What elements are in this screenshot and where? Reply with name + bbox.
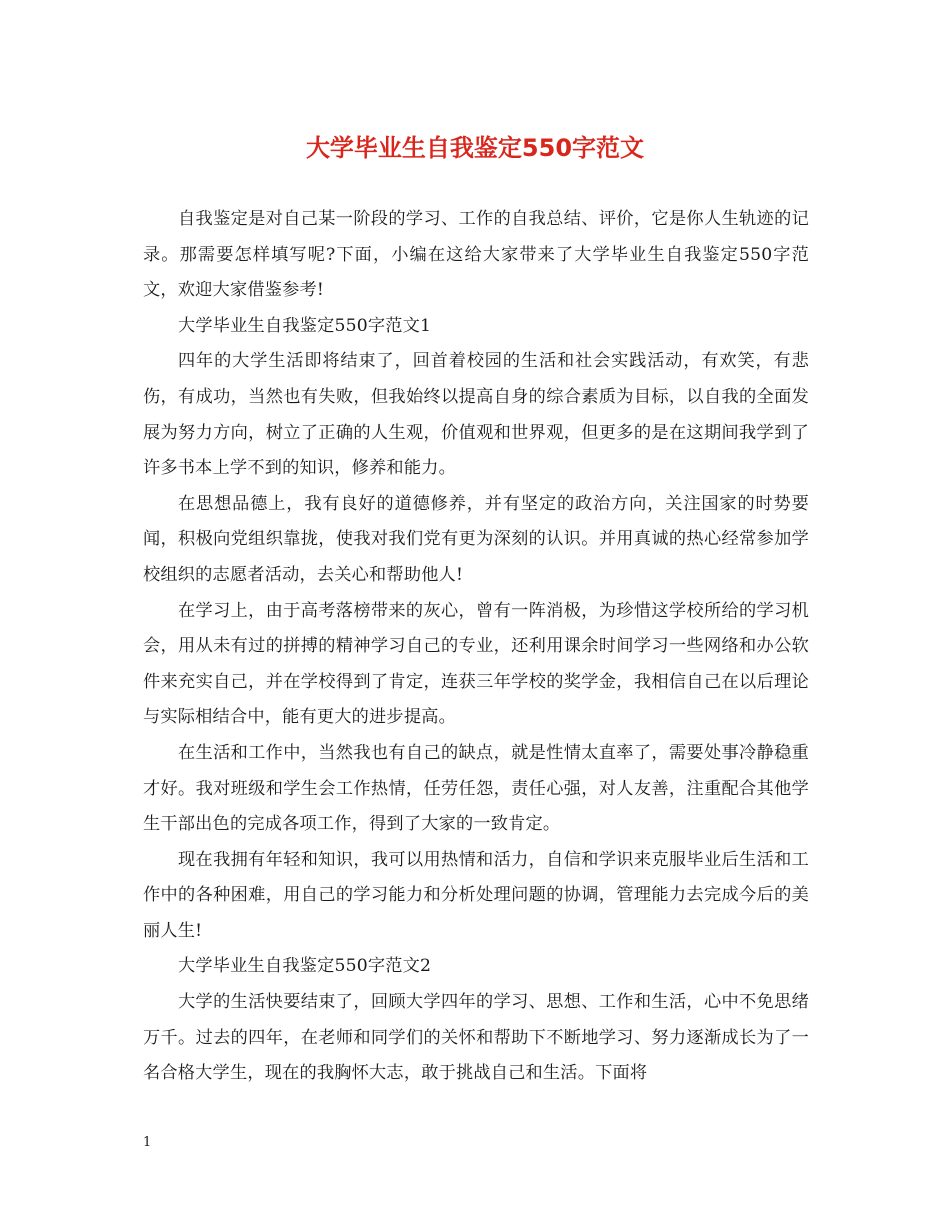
intro-paragraph: 自我鉴定是对自己某一阶段的学习、工作的自我总结、评价，它是你人生轨迹的记录。那需要怎样填写呢?下面，小编在这给大家带来了大学毕业生自我鉴定550字范文，欢迎大家借鉴参考! bbox=[143, 209, 809, 301]
page-number: 1 bbox=[143, 1135, 152, 1150]
paragraph: 在生活和工作中，当然我也有自己的缺点，就是性情太直率了，需要处事冷静稳重才好。我对班级和学生会工作热情，任劳任怨，责任心强，对人友善，注重配合其他学生干部出色的完成各项工作，得到了大家的一致肯定。 bbox=[143, 742, 809, 835]
section-heading-2: 大学毕业生自我鉴定550字范文2 bbox=[178, 956, 432, 977]
paragraph: 大学的生活快要结束了，回顾大学四年的学习、思想、工作和生活，心中不免思绪万千。过去的四年，在老师和同学们的关怀和帮助下不断地学习、努力逐渐成长为了一名合格大学生，现在的我胸怀大志，敢于挑战自己和生活。下面将 bbox=[143, 992, 809, 1084]
document-body bbox=[143, 202, 809, 1092]
paragraph: 现在我拥有年轻和知识，我可以用热情和活力，自信和学识来克服毕业后生活和工作中的各种困难，用自己的学习能力和分析处理问题的协调，管理能力去完成今后的美丽人生! bbox=[143, 849, 809, 941]
paragraph: 在思想品德上，我有良好的道德修养，并有坚定的政治方向，关注国家的时势要闻，积极向党组织靠拢，使我对我们党有更为深刻的认识。并用真诚的热心经常参加学校组织的志愿者活动，去关心和帮助他人! bbox=[143, 493, 809, 585]
paragraph: 四年的大学生活即将结束了，回首着校园的生活和社会实践活动，有欢笑，有悲伤，有成功，当然也有失败，但我始终以提高自身的综合素质为目标，以自我的全面发展为努力方向，树立了正确的人生观，价值观和世界观，但更多的是在这期间我学到了许多书本上学不到的知识，修养和能力。 bbox=[143, 351, 809, 479]
page-title: 大学毕业生自我鉴定550字范文 bbox=[305, 134, 645, 162]
section-heading-1: 大学毕业生自我鉴定550字范文1 bbox=[178, 315, 432, 336]
paragraph: 在学习上，由于高考落榜带来的灰心，曾有一阵消极，为珍惜这学校所给的学习机会，用从未有过的拼搏的精神学习自己的专业，还利用课余时间学习一些网络和办公软件来充实自己，并在学校得到了肯定，连获三年学校的奖学金，我相信自己在以后理论与实际相结合中，能有更大的进步提高。 bbox=[143, 600, 809, 728]
